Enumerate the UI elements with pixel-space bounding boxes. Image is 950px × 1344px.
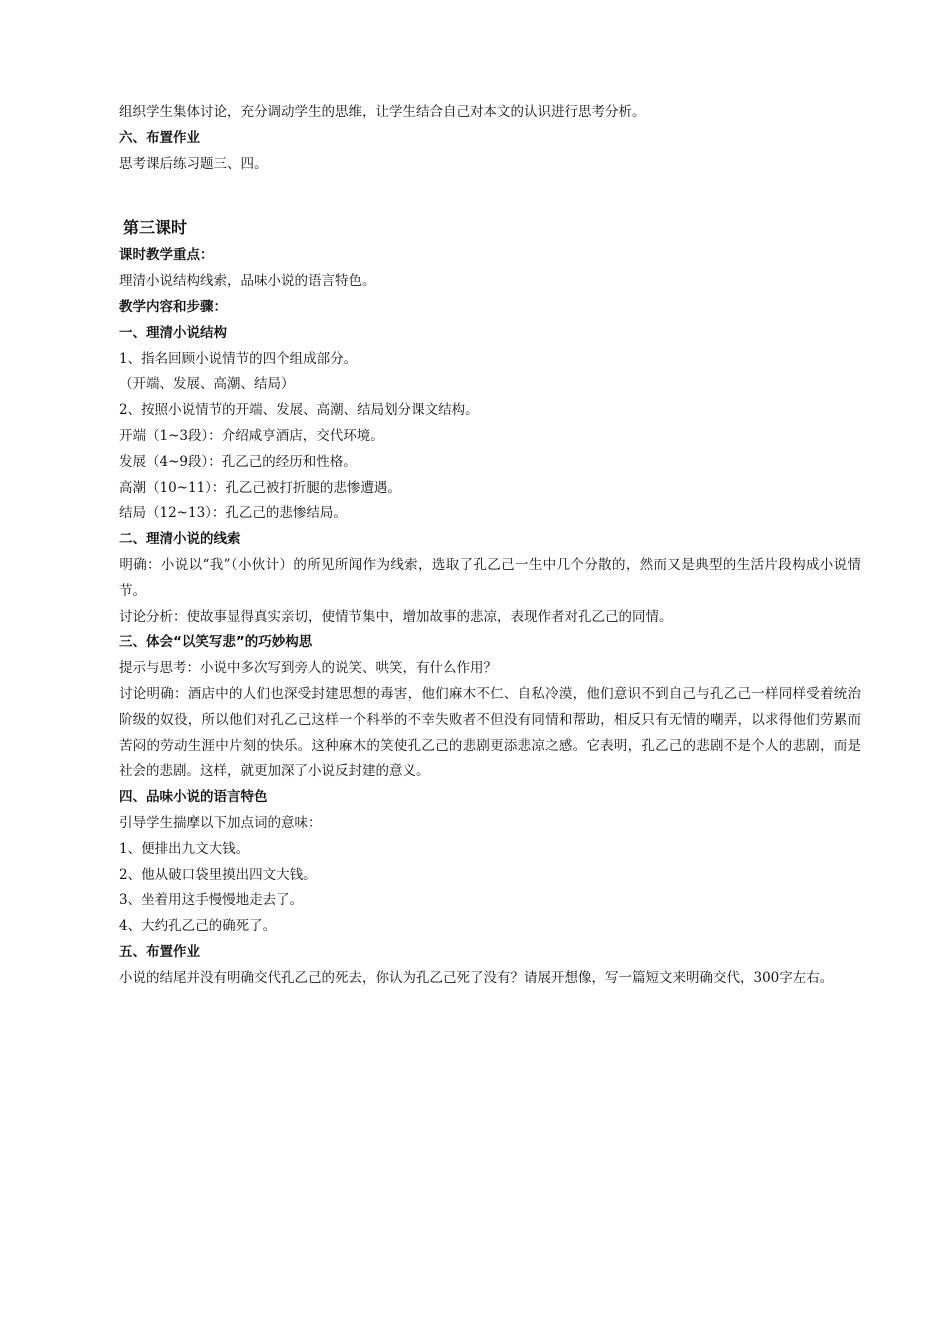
section2-paragraph: 讨论分析：使故事显得真实亲切，使情节集中，增加故事的悲凉，表现作者对孔乙己的同情。 bbox=[119, 608, 673, 625]
section1-line: 开端（1~3段）：介绍咸亨酒店，交代环境。 bbox=[119, 427, 384, 444]
section5-paragraph: 小说的结尾并没有明确交代孔乙己的死去，你认为孔乙己死了没有？请展开想像，写一篇短文来明确交代，300字左右。 bbox=[119, 969, 834, 986]
section4-intro: 引导学生揣摩以下加点词的意味： bbox=[119, 814, 322, 831]
section1-line: 结局（12~13）：孔乙己的悲惨结局。 bbox=[119, 505, 347, 522]
section4-line: 1、便排出九文大钱。 bbox=[119, 840, 250, 857]
section2-para1: 明确：小说以“我”（小伙计）的所见所闻作为线索，选取了孔乙己一生中几个分散的，然而又是典型的生活片段构成小说情节。 bbox=[119, 556, 861, 599]
section2-paragraph bbox=[119, 553, 861, 605]
lesson-title: 第三课时 bbox=[123, 218, 188, 238]
section1-line: （开端、发展、高潮、结局） bbox=[119, 376, 295, 393]
section5-heading: 五、布置作业 bbox=[119, 943, 200, 960]
section3-prompt: 提示与思考：小说中多次写到旁人的说笑、哄笑，有什么作用？ bbox=[119, 660, 497, 677]
section1-heading: 一、理清小说结构 bbox=[119, 324, 227, 341]
section1-line: 1、指名回顾小说情节的四个组成部分。 bbox=[119, 350, 358, 367]
focus-heading: 课时教学重点： bbox=[119, 247, 214, 264]
document-body bbox=[119, 100, 861, 992]
section-heading: 六、布置作业 bbox=[119, 129, 200, 146]
section4-line: 2、他从破口袋里摸出四文大钱。 bbox=[119, 866, 317, 883]
section3-discussion: 讨论明确：酒店中的人们也深受封建思想的毒害，他们麻木不仁、自私冷漠，他们意识不到自己与孔乙己一样同样受着统治阶级的奴役，所以他们对孔乙己这样一个科举的不幸失败者不但没有同情和帮助，相反只有无情的嘲弄，以求得他们劳累而苦闷的劳动生涯中片刻的快乐。这种麻木的笑使孔乙己的悲剧更添悲凉之感。它表明，孔乙己的悲剧不是个人的悲剧，而是社会的悲剧。这样，就更加深了小说反封建的意义。 bbox=[119, 685, 861, 780]
paragraph-text: 思考课后练习题三、四。 bbox=[119, 155, 268, 172]
section3-heading: 三、体会“以笑写悲”的巧妙构思 bbox=[119, 634, 313, 651]
paragraph-text: 组织学生集体讨论，充分调动学生的思维，让学生结合自己对本文的认识进行思考分析。 bbox=[119, 104, 646, 120]
steps-heading: 教学内容和步骤： bbox=[119, 298, 227, 315]
section1-line: 高潮（10~11）：孔乙己被打折腿的悲惨遭遇。 bbox=[119, 479, 401, 496]
spacer bbox=[119, 177, 861, 213]
section4-line: 4、大约孔乙己的确死了。 bbox=[119, 918, 277, 935]
focus-text: 理清小说结构线索，品味小说的语言特色。 bbox=[119, 273, 376, 290]
section4-line: 3、坐着用这手慢慢地走去了。 bbox=[119, 892, 304, 909]
section1-line: 2、按照小说情节的开端、发展、高潮、结局划分课文结构。 bbox=[119, 402, 479, 419]
section2-heading: 二、理清小说的线索 bbox=[119, 531, 241, 548]
section4-heading: 四、品味小说的语言特色 bbox=[119, 789, 268, 806]
section1-line: 发展（4~9段）：孔乙己的经历和性格。 bbox=[119, 453, 357, 470]
